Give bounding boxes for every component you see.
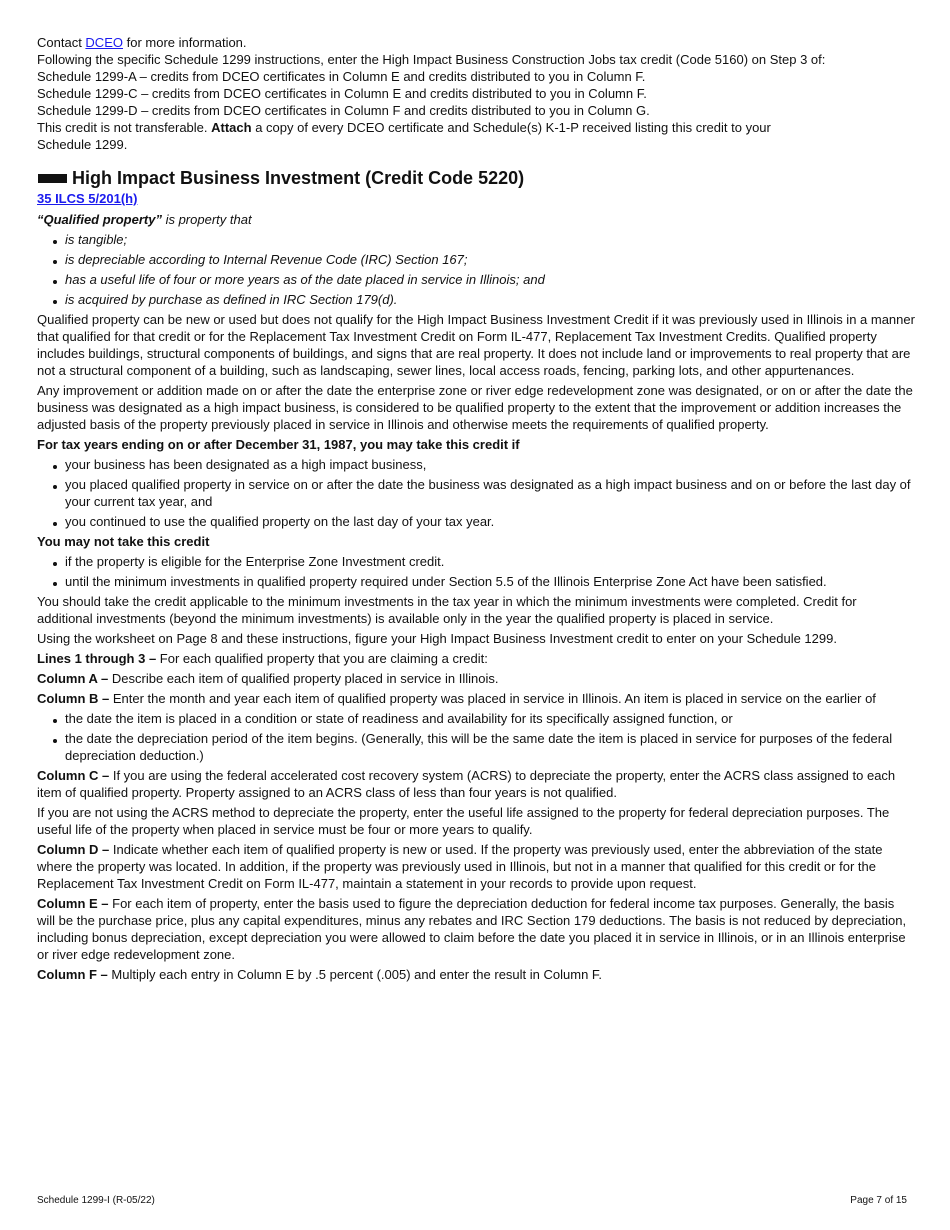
intro-line: Schedule 1299-A – credits from DCEO certificates in Column E and credits distributed to you in Column F. [37, 69, 646, 84]
list-item: you placed qualified property in service on or after the date the business was designated as a high impact business and on or before the last day of your current tax year, and [37, 476, 915, 510]
intro-block [37, 34, 915, 153]
form-id: Schedule 1299-I (R-05/22) [37, 1195, 155, 1206]
citation-link[interactable]: 35 ILCS 5/201(h) [37, 191, 138, 206]
column-c-instruction: Column C – If you are using the federal accelerated cost recovery system (ACRS) to depreciate the property, enter the ACRS class assigned to each item of qualified property. Property assigned to an ACRS class of less than four years is not qualified. [37, 768, 896, 800]
list-item: the date the depreciation period of the item begins. (Generally, this will be the same date the item is placed in service for purposes of the federal depreciation deduction.) [37, 730, 915, 764]
qualified-property-definition: “Qualified property” is property that [37, 212, 252, 227]
list-item: the date the item is placed in a condition or state of readiness and availability for its specifically assigned function, or [37, 710, 915, 727]
page-footer [37, 1192, 907, 1209]
list-item: if the property is eligible for the Enterprise Zone Investment credit. [37, 553, 915, 570]
intro-line: Following the specific Schedule 1299 instructions, enter the High Impact Business Construction Jobs tax credit (Code 5160) on Step 3 of: [37, 52, 826, 67]
list-item: has a useful life of four or more years as of the date placed in service in Illinois; and [37, 271, 915, 288]
column-f-instruction: Column F – Multiply each entry in Column E by .5 percent (.005) and enter the result in Column F. [37, 967, 603, 982]
list-item: is tangible; [37, 231, 915, 248]
intro-line: Schedule 1299-C – credits from DCEO certificates in Column E and credits distributed to you in Column F. [37, 86, 647, 101]
may-take-heading: For tax years ending on or after December 31, 1987, you may take this credit if [37, 437, 520, 452]
intro-line: Schedule 1299-D – credits from DCEO certificates in Column F and credits distributed to you in Column G. [37, 103, 650, 118]
may-take-list [37, 456, 915, 530]
lines-instruction: Lines 1 through 3 – For each qualified property that you are claiming a credit: [37, 651, 488, 666]
column-b-instruction: Column B – Enter the month and year each item of qualified property was placed in service in Illinois. An item is placed in service on the earlier of [37, 691, 876, 706]
page-number: Page 7 of 15 [850, 1195, 907, 1206]
intro-line: Schedule 1299. [37, 137, 128, 152]
column-a-instruction: Column A – Describe each item of qualified property placed in service in Illinois. [37, 671, 499, 686]
paragraph: If you are not using the ACRS method to depreciate the property, enter the useful life assigned to the property for federal depreciation purposes. The useful life of the property when placed in service must be four or more years to qualify. [37, 805, 890, 837]
qualified-property-list [37, 231, 915, 308]
section-title: High Impact Business Investment (Credit Code 5220) [72, 168, 525, 188]
list-item: is acquired by purchase as defined in IRC Section 179(d). [37, 291, 915, 308]
paragraph: Using the worksheet on Page 8 and these instructions, figure your High Impact Business Investment credit to enter on your Schedule 1299. [37, 631, 837, 646]
may-not-list [37, 553, 915, 590]
heading-bar [38, 174, 67, 183]
list-item: you continued to use the qualified property on the last day of your tax year. [37, 513, 915, 530]
paragraph: You should take the credit applicable to the minimum investments in the tax year in which the minimum investments were completed. Credit for additional investments (beyond the minimum investments) is available only in the year the qualified property is placed in service. [37, 594, 857, 626]
list-item: is depreciable according to Internal Revenue Code (IRC) Section 167; [37, 251, 915, 268]
column-d-instruction: Column D – Indicate whether each item of qualified property is new or used. If the property was previously used, enter the abbreviation of the state where the property was located. In addition, if the property was previously used in Illinois, but not in a manner that qualified for this credit or for the Replacement Tax Investment Credit on Form IL-477, maintain a statement in your records to provide upon request. [37, 842, 883, 891]
list-item: your business has been designated as a high impact business, [37, 456, 915, 473]
column-e-instruction: Column E – For each item of property, enter the basis used to figure the depreciation deduction for federal income tax purposes. Generally, the basis will be the purchase price, plus any capital expenditures, minus any rebates and IRC Section 179 deductions. The basis is not reduced by depreciation, including bonus depreciation, except depreciation you were allowed to claim before the date you placed it in service in Illinois, or in an Illinois enterprise or river edge redevelopment zone. [37, 896, 907, 962]
document-page [37, 34, 915, 986]
column-b-list [37, 710, 915, 764]
may-not-heading: You may not take this credit [37, 534, 210, 549]
paragraph: Qualified property can be new or used but does not qualify for the High Impact Business Investment Credit if it was previously used in Illinois in a manner that qualified for that credit or for the Replacement Tax Investment Credit on Form IL-477, Replacement Tax Investment Credits. Qualified property includes buildings, structural components of buildings, and signs that are real property. It does not include land or improvements to real property that are not a structural component of a building, such as landscaping, sewer lines, local access roads, fencing, parking lots, and other appurtenances. [37, 312, 915, 378]
dceo-link[interactable]: DCEO [85, 35, 123, 50]
paragraph: Any improvement or addition made on or after the date the enterprise zone or river edge redevelopment zone was designated, or on or after the date the business was designated as a high impact business, is considered to be qualified property to the extent that the improvement or addition increases the adjusted basis of the property previously placed in service in Illinois and otherwise meets the requirements of qualified property. [37, 383, 913, 432]
transferable-line: This credit is not transferable. Attach a copy of every DCEO certificate and Schedule(s) K-1-P received listing this credit to your [37, 120, 771, 135]
contact-line: Contact DCEO for more information. [37, 35, 247, 50]
list-item: until the minimum investments in qualified property required under Section 5.5 of the Illinois Enterprise Zone Act have been satisfied. [37, 573, 915, 590]
section-heading [37, 167, 915, 189]
